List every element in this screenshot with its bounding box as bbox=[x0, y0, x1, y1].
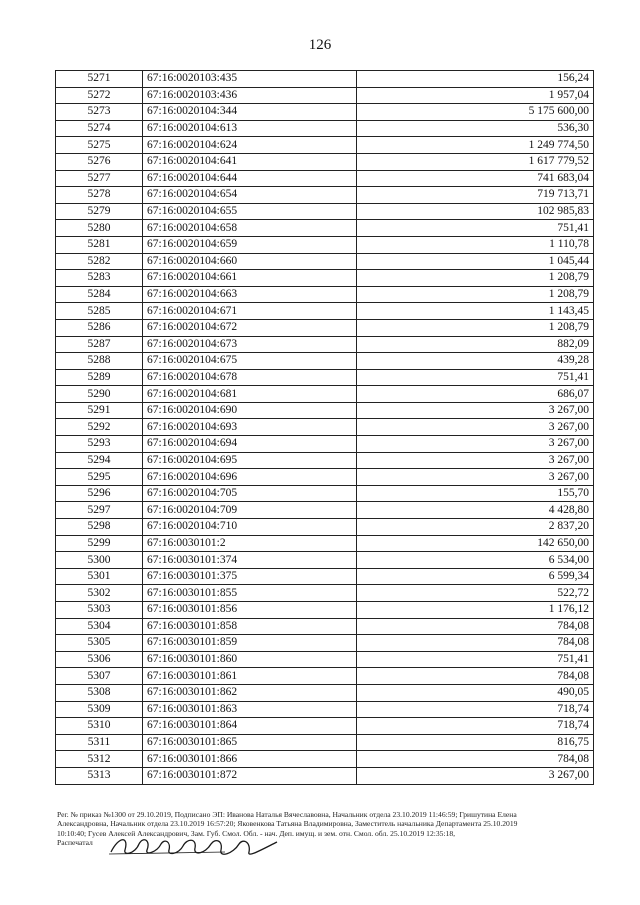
cadastral-number-cell: 67:16:0030101:2 bbox=[143, 535, 357, 552]
value-cell: 1 617 779,52 bbox=[357, 153, 594, 170]
value-cell: 4 428,80 bbox=[357, 502, 594, 519]
row-number-cell: 5297 bbox=[56, 502, 143, 519]
value-cell: 1 045,44 bbox=[357, 253, 594, 270]
handwritten-signature bbox=[105, 832, 285, 860]
value-cell: 2 837,20 bbox=[357, 519, 594, 536]
cadastral-number-cell: 67:16:0020104:655 bbox=[143, 203, 357, 220]
row-number-cell: 5279 bbox=[56, 203, 143, 220]
value-cell: 156,24 bbox=[357, 71, 594, 88]
page-number: 126 bbox=[308, 37, 332, 53]
row-number-cell: 5304 bbox=[56, 618, 143, 635]
table-row bbox=[56, 751, 594, 768]
value-cell: 784,08 bbox=[357, 618, 594, 635]
value-cell: 1 208,79 bbox=[357, 270, 594, 287]
row-number-cell: 5292 bbox=[56, 419, 143, 436]
value-cell: 1 957,04 bbox=[357, 87, 594, 104]
cadastral-number-cell: 67:16:0030101:375 bbox=[143, 568, 357, 585]
signature-footer bbox=[57, 810, 597, 848]
row-number-cell: 5300 bbox=[56, 552, 143, 569]
table-row bbox=[56, 718, 594, 735]
row-number-cell: 5285 bbox=[56, 303, 143, 320]
value-cell: 718,74 bbox=[357, 701, 594, 718]
value-cell: 1 249 774,50 bbox=[357, 137, 594, 154]
table-row bbox=[56, 71, 594, 88]
cadastral-number-cell: 67:16:0020104:672 bbox=[143, 319, 357, 336]
value-cell: 3 267,00 bbox=[357, 436, 594, 453]
row-number-cell: 5278 bbox=[56, 187, 143, 204]
row-number-cell: 5308 bbox=[56, 684, 143, 701]
row-number-cell: 5287 bbox=[56, 336, 143, 353]
cadastral-number-cell: 67:16:0020104:663 bbox=[143, 286, 357, 303]
table-row bbox=[56, 336, 594, 353]
cadastral-number-cell: 67:16:0030101:863 bbox=[143, 701, 357, 718]
row-number-cell: 5272 bbox=[56, 87, 143, 104]
cadastral-number-cell: 67:16:0030101:374 bbox=[143, 552, 357, 569]
table-row bbox=[56, 402, 594, 419]
value-cell: 784,08 bbox=[357, 668, 594, 685]
value-cell: 102 985,83 bbox=[357, 203, 594, 220]
value-cell: 155,70 bbox=[357, 485, 594, 502]
printed-by-row bbox=[57, 838, 597, 847]
cadastral-number-cell: 67:16:0020103:435 bbox=[143, 71, 357, 88]
row-number-cell: 5277 bbox=[56, 170, 143, 187]
cadastral-number-cell: 67:16:0030101:864 bbox=[143, 718, 357, 735]
row-number-cell: 5291 bbox=[56, 402, 143, 419]
value-cell: 3 267,00 bbox=[357, 452, 594, 469]
value-cell: 718,74 bbox=[357, 718, 594, 735]
table-row bbox=[56, 602, 594, 619]
row-number-cell: 5273 bbox=[56, 104, 143, 121]
cadastral-number-cell: 67:16:0030101:855 bbox=[143, 585, 357, 602]
cadastral-number-cell: 67:16:0020104:695 bbox=[143, 452, 357, 469]
table-row bbox=[56, 452, 594, 469]
row-number-cell: 5274 bbox=[56, 120, 143, 137]
table-row bbox=[56, 187, 594, 204]
row-number-cell: 5280 bbox=[56, 220, 143, 237]
table-row bbox=[56, 502, 594, 519]
table-row bbox=[56, 87, 594, 104]
table-row bbox=[56, 419, 594, 436]
row-number-cell: 5296 bbox=[56, 485, 143, 502]
cadastral-number-cell: 67:16:0020104:693 bbox=[143, 419, 357, 436]
cadastral-number-cell: 67:16:0030101:859 bbox=[143, 635, 357, 652]
table-row bbox=[56, 253, 594, 270]
value-cell: 6 599,34 bbox=[357, 568, 594, 585]
row-number-cell: 5293 bbox=[56, 436, 143, 453]
value-cell: 1 110,78 bbox=[357, 236, 594, 253]
cadastral-number-cell: 67:16:0020104:671 bbox=[143, 303, 357, 320]
cadastral-number-cell: 67:16:0020104:641 bbox=[143, 153, 357, 170]
value-cell: 751,41 bbox=[357, 651, 594, 668]
value-cell: 784,08 bbox=[357, 751, 594, 768]
registry-table bbox=[55, 70, 594, 785]
cadastral-number-cell: 67:16:0020104:673 bbox=[143, 336, 357, 353]
value-cell: 142 650,00 bbox=[357, 535, 594, 552]
value-cell: 751,41 bbox=[357, 220, 594, 237]
cadastral-number-cell: 67:16:0020104:624 bbox=[143, 137, 357, 154]
printed-by-label: Распечатал bbox=[57, 838, 93, 848]
footer-line-2: Александровна, Начальник отдела 23.10.2019 16:57:20; Яковенкова Татьяна Владимировна, Заместитель начальника Департамента 25.10.2019 bbox=[57, 819, 518, 829]
row-number-cell: 5282 bbox=[56, 253, 143, 270]
cadastral-number-cell: 67:16:0030101:865 bbox=[143, 734, 357, 751]
value-cell: 1 176,12 bbox=[357, 602, 594, 619]
cadastral-number-cell: 67:16:0020104:710 bbox=[143, 519, 357, 536]
table-row bbox=[56, 585, 594, 602]
table-row bbox=[56, 120, 594, 137]
footer-line-3: 10:10:40; Гусев Алексей Александрович, Зам. Губ. Смол. Обл. - нач. Деп. имущ. и зем. отн. Смол. обл. 25.10.2019 12:35:18, bbox=[57, 828, 456, 838]
cadastral-number-cell: 67:16:0020104:658 bbox=[143, 220, 357, 237]
row-number-cell: 5275 bbox=[56, 137, 143, 154]
value-cell: 1 143,45 bbox=[357, 303, 594, 320]
cadastral-number-cell: 67:16:0030101:860 bbox=[143, 651, 357, 668]
cadastral-number-cell: 67:16:0030101:872 bbox=[143, 767, 357, 784]
cadastral-number-cell: 67:16:0020104:660 bbox=[143, 253, 357, 270]
row-number-cell: 5276 bbox=[56, 153, 143, 170]
cadastral-number-cell: 67:16:0020104:654 bbox=[143, 187, 357, 204]
value-cell: 490,05 bbox=[357, 684, 594, 701]
cadastral-number-cell: 67:16:0030101:861 bbox=[143, 668, 357, 685]
row-number-cell: 5290 bbox=[56, 386, 143, 403]
cadastral-number-cell: 67:16:0020104:709 bbox=[143, 502, 357, 519]
row-number-cell: 5306 bbox=[56, 651, 143, 668]
value-cell: 741 683,04 bbox=[357, 170, 594, 187]
row-number-cell: 5305 bbox=[56, 635, 143, 652]
table-row bbox=[56, 153, 594, 170]
cadastral-number-cell: 67:16:0020104:659 bbox=[143, 236, 357, 253]
value-cell: 3 267,00 bbox=[357, 767, 594, 784]
cadastral-number-cell: 67:16:0030101:858 bbox=[143, 618, 357, 635]
cadastral-number-cell: 67:16:0030101:866 bbox=[143, 751, 357, 768]
row-number-cell: 5309 bbox=[56, 701, 143, 718]
table-row bbox=[56, 286, 594, 303]
cadastral-number-cell: 67:16:0030101:856 bbox=[143, 602, 357, 619]
value-cell: 1 208,79 bbox=[357, 286, 594, 303]
table-row bbox=[56, 535, 594, 552]
registry-table-body bbox=[56, 71, 594, 785]
table-row bbox=[56, 701, 594, 718]
cadastral-number-cell: 67:16:0020104:344 bbox=[143, 104, 357, 121]
row-number-cell: 5312 bbox=[56, 751, 143, 768]
table-row bbox=[56, 386, 594, 403]
table-row bbox=[56, 436, 594, 453]
table-row bbox=[56, 568, 594, 585]
row-number-cell: 5313 bbox=[56, 767, 143, 784]
table-row bbox=[56, 203, 594, 220]
table-row bbox=[56, 104, 594, 121]
value-cell: 719 713,71 bbox=[357, 187, 594, 204]
table-row bbox=[56, 270, 594, 287]
row-number-cell: 5288 bbox=[56, 353, 143, 370]
row-number-cell: 5281 bbox=[56, 236, 143, 253]
cadastral-number-cell: 67:16:0030101:862 bbox=[143, 684, 357, 701]
table-row bbox=[56, 668, 594, 685]
table-row bbox=[56, 485, 594, 502]
table-row bbox=[56, 469, 594, 486]
table-row bbox=[56, 236, 594, 253]
cadastral-number-cell: 67:16:0020104:705 bbox=[143, 485, 357, 502]
value-cell: 3 267,00 bbox=[357, 402, 594, 419]
value-cell: 536,30 bbox=[357, 120, 594, 137]
value-cell: 751,41 bbox=[357, 369, 594, 386]
table-row bbox=[56, 353, 594, 370]
row-number-cell: 5307 bbox=[56, 668, 143, 685]
value-cell: 439,28 bbox=[357, 353, 594, 370]
row-number-cell: 5298 bbox=[56, 519, 143, 536]
cadastral-number-cell: 67:16:0020104:644 bbox=[143, 170, 357, 187]
value-cell: 6 534,00 bbox=[357, 552, 594, 569]
table-row bbox=[56, 220, 594, 237]
table-row bbox=[56, 635, 594, 652]
table-row bbox=[56, 519, 594, 536]
row-number-cell: 5302 bbox=[56, 585, 143, 602]
row-number-cell: 5303 bbox=[56, 602, 143, 619]
row-number-cell: 5284 bbox=[56, 286, 143, 303]
value-cell: 1 208,79 bbox=[357, 319, 594, 336]
value-cell: 3 267,00 bbox=[357, 469, 594, 486]
row-number-cell: 5299 bbox=[56, 535, 143, 552]
table-row bbox=[56, 303, 594, 320]
table-row bbox=[56, 137, 594, 154]
row-number-cell: 5294 bbox=[56, 452, 143, 469]
cadastral-number-cell: 67:16:0020104:681 bbox=[143, 386, 357, 403]
row-number-cell: 5286 bbox=[56, 319, 143, 336]
cadastral-number-cell: 67:16:0020104:678 bbox=[143, 369, 357, 386]
value-cell: 784,08 bbox=[357, 635, 594, 652]
table-row bbox=[56, 767, 594, 784]
value-cell: 3 267,00 bbox=[357, 419, 594, 436]
value-cell: 882,09 bbox=[357, 336, 594, 353]
cadastral-number-cell: 67:16:0020104:661 bbox=[143, 270, 357, 287]
row-number-cell: 5289 bbox=[56, 369, 143, 386]
value-cell: 5 175 600,00 bbox=[357, 104, 594, 121]
value-cell: 686,07 bbox=[357, 386, 594, 403]
cadastral-number-cell: 67:16:0020104:675 bbox=[143, 353, 357, 370]
table-row bbox=[56, 618, 594, 635]
row-number-cell: 5301 bbox=[56, 568, 143, 585]
table-row bbox=[56, 684, 594, 701]
table-row bbox=[56, 734, 594, 751]
row-number-cell: 5271 bbox=[56, 71, 143, 88]
table-row bbox=[56, 170, 594, 187]
cadastral-number-cell: 67:16:0020104:613 bbox=[143, 120, 357, 137]
value-cell: 816,75 bbox=[357, 734, 594, 751]
table-row bbox=[56, 369, 594, 386]
row-number-cell: 5295 bbox=[56, 469, 143, 486]
value-cell: 522,72 bbox=[357, 585, 594, 602]
cadastral-number-cell: 67:16:0020103:436 bbox=[143, 87, 357, 104]
table-row bbox=[56, 319, 594, 336]
table-row bbox=[56, 651, 594, 668]
row-number-cell: 5283 bbox=[56, 270, 143, 287]
table-row bbox=[56, 552, 594, 569]
cadastral-number-cell: 67:16:0020104:694 bbox=[143, 436, 357, 453]
footer-line-1: Рег. № приказ №1300 от 29.10.2019, Подписано ЭП: Иванова Наталья Вячеславовна, Начальник отдела 23.10.2019 11:46:59; Гришутина Елена bbox=[57, 810, 517, 819]
row-number-cell: 5310 bbox=[56, 718, 143, 735]
cadastral-number-cell: 67:16:0020104:696 bbox=[143, 469, 357, 486]
row-number-cell: 5311 bbox=[56, 734, 143, 751]
cadastral-number-cell: 67:16:0020104:690 bbox=[143, 402, 357, 419]
